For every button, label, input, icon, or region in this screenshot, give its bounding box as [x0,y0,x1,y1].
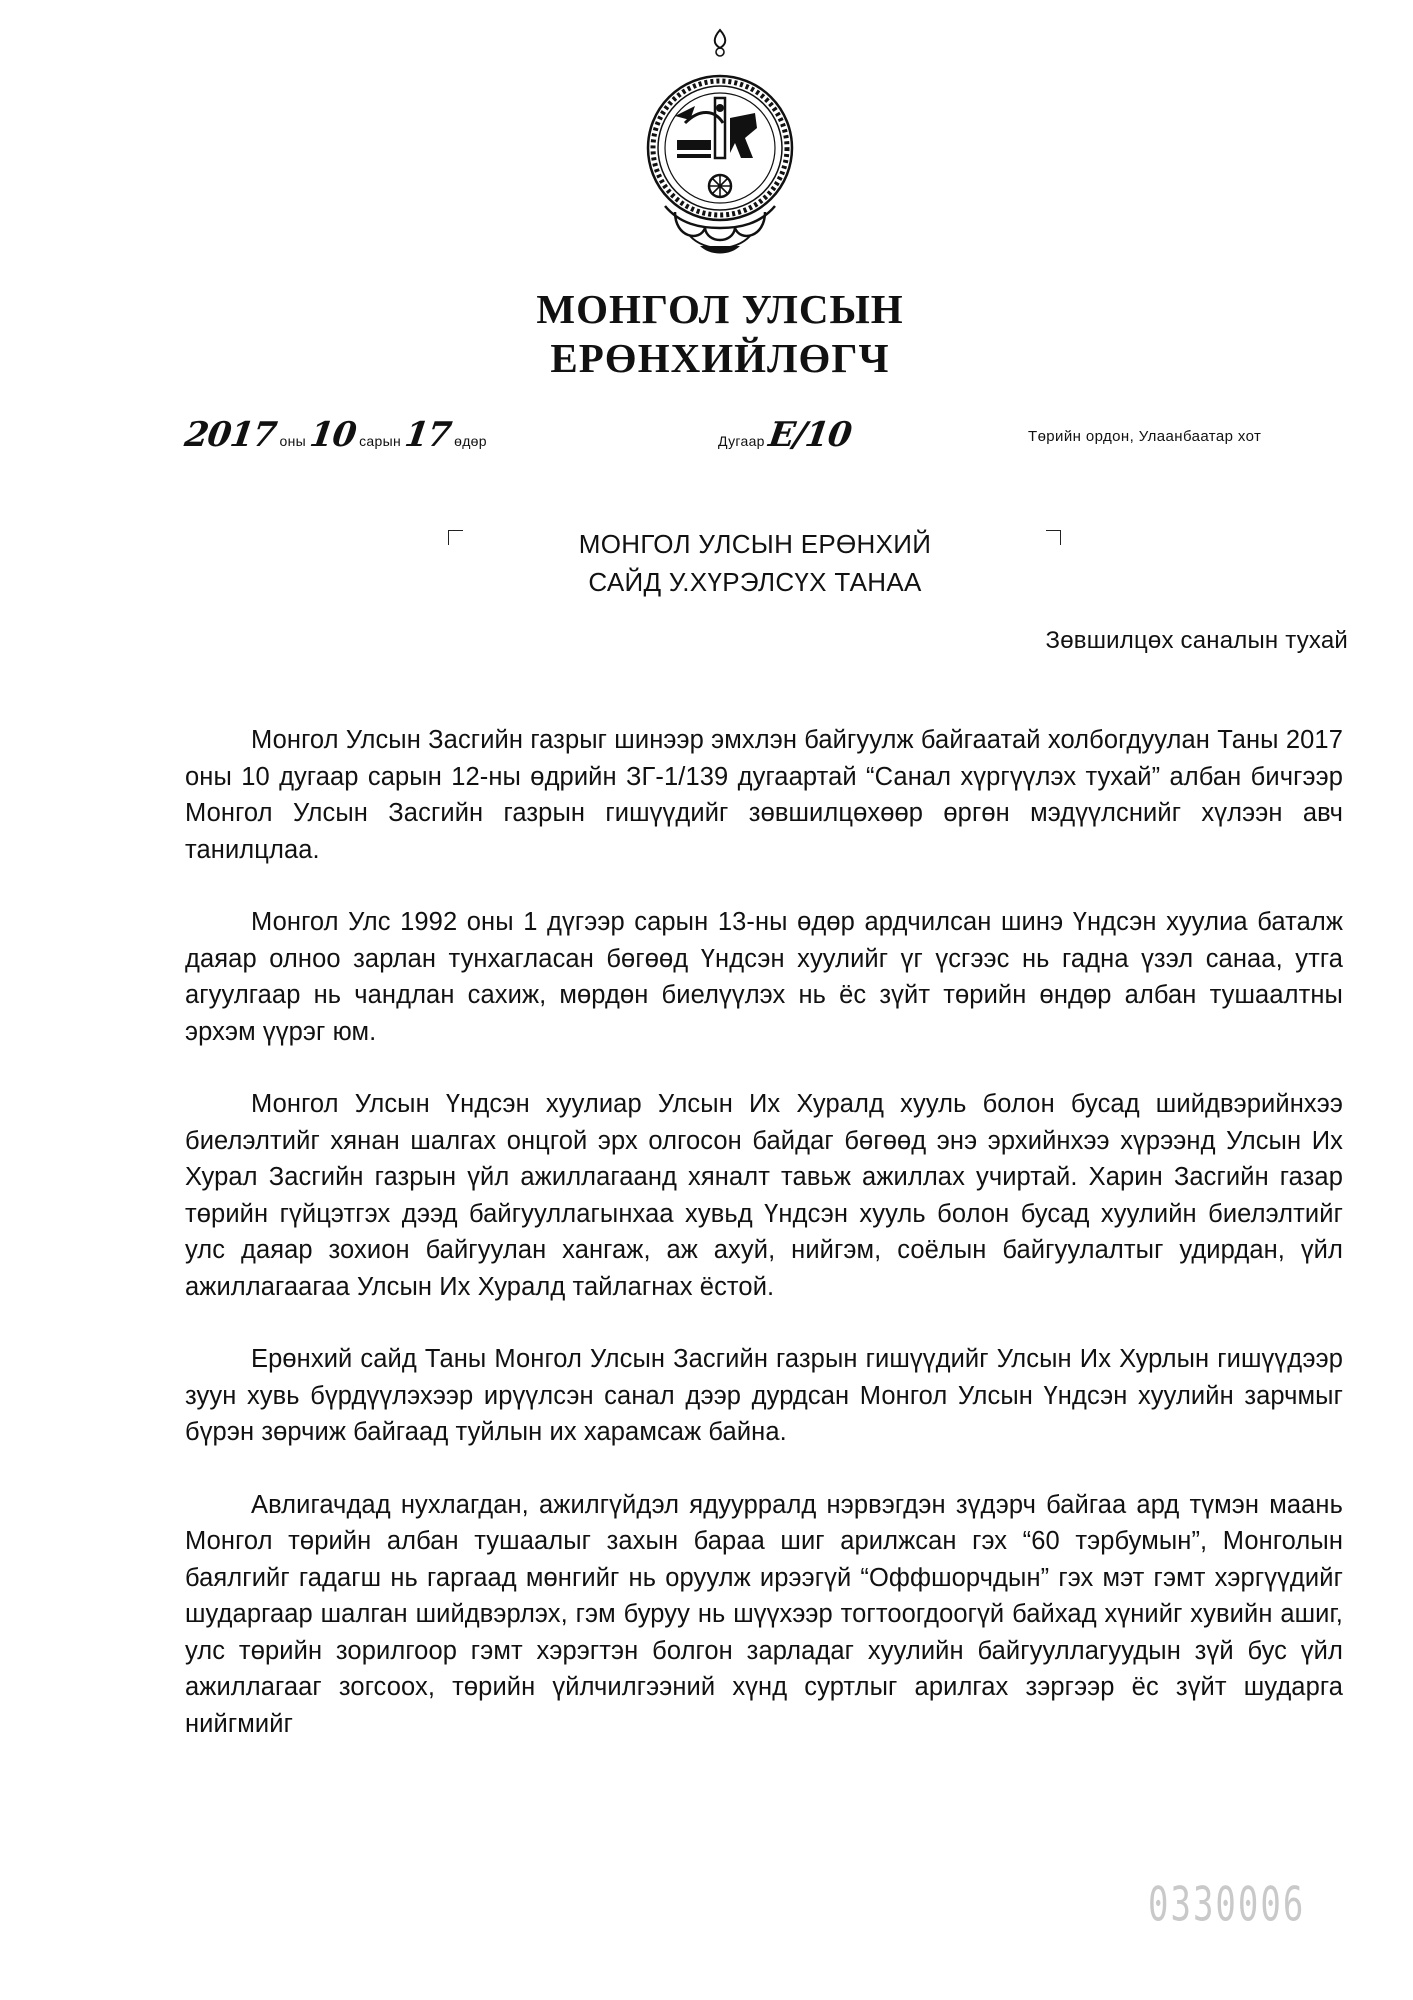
date-month-label: сарын [359,433,401,449]
body-paragraph: Монгол Улсын Үндсэн хуулиар Улсын Их Хуралд хууль болон бусад шийдвэрийнхээ биелэлтийг хянан шалгах онцгой эрх олгосон байдаг бөгөөд энэ эрхийнхээ хүрээнд Улсын Их Хурал Засгийн газрын үйл ажиллагаанд хяналт тавьж ажиллах учиртай. Харин Засгийн газар төрийн гүйцэтгэх дээд байгууллагынхаа хувьд Үндсэн хууль болон бусад хуулийн биелэлтийг улс даяар зохион байгуулан хангаж, аж ахуй, нийгэм, соёлын байгуулалтыг удирдан, үйл ажиллагаагаа Улсын Их Хуралд тайлагнах ёстой. [185,1090,1343,1301]
issuer-title-line1: МОНГОЛ УЛСЫН [536,286,904,332]
addressee-line2: САЙД У.ХҮРЭЛСҮХ ТАНАА [588,567,922,597]
document-number-field [718,415,854,465]
addressee [460,525,1050,601]
date-year: 2017 [182,415,279,455]
letter-subject: Зөвшилцөх саналын тухай [1045,627,1348,654]
state-emblem-icon [645,28,795,278]
letter-body [185,722,1343,1778]
body-paragraph: Авлигачдад нухлагдан, ажилгүйдэл ядуурралд нэрвэгдэн зүдэрч байгаа ард түмэн маань Монгол төрийн албан тушаалыг захын бараа шиг арилжсан гэх “60 тэрбумын”, Монголын баялгийг гадагш нь гаргаад мөнгийг нь оруулж ирээгүй “Оффшорчдын” гэх мэт гэмт хэргүүдийг шударгаар шалган шийдвэрлэх, гэм буруу нь шүүхээр тогтоогдоогүй байхад хүнийг хувийн ашиг, улс төрийн зорилгоор гэмт хэрэгтэн болгон зарладаг хуулийн байгууллагуудын зүй бус үйл ажиллагааг зогсоох, төрийн үйлчилгээний хүнд суртлыг арилгах зэргээр ёс зүйт шударга нийгмийг [185,1490,1343,1738]
date-day: 17 [402,415,454,455]
date-day-label: өдөр [454,433,487,449]
date-month: 10 [307,415,359,455]
date-field [182,415,487,465]
document-number-label: Дугаар [718,433,765,449]
document-number: Е/10 [765,415,854,455]
body-paragraph: Ерөнхий сайд Таны Монгол Улсын Засгийн газрын гишүүдийг Улсын Их Хурлын гишүүдээр зуун хувь бүрдүүлэхээр ирүүлсэн санал дээр дурдсан Монгол Улсын Үндсэн хуулийн зарчмыг бүрэн зөрчиж байгаад туйлын их харамсаж байна. [185,1345,1343,1446]
issuer-title-line2: ЕРӨНХИЙЛӨГЧ [550,335,890,381]
issuer-title [500,285,940,383]
issue-place: Төрийн ордон, Улаанбаатар хот [1028,428,1262,445]
addressee-line1: МОНГОЛ УЛСЫН ЕРӨНХИЙ [578,529,932,559]
date-year-label: оны [279,433,307,449]
serial-stamp: 0330006 [1148,1877,1306,1933]
body-paragraph: Монгол Улс 1992 оны 1 дүгээр сарын 13-ны өдөр ардчилсан шинэ Үндсэн хуулиа баталж даяар олноо зарлан тунхагласан бөгөөд Үндсэн хуулийг үг үсгээс нь гадна үзэл санаа, утга агуулгаар нь чандлан сахиж, мөрдөн биелүүлэх нь ёс зүйт төрийн өндөр албан тушаалтны эрхэм үүрэг юм. [185,908,1343,1046]
body-paragraph: Монгол Улсын Засгийн газрыг шинээр эмхлэн байгуулж байгаатай холбогдуулан Таны 2017 оны 10 дугаар сарын 12-ны өдрийн ЗГ-1/139 дугаартай “Санал хүргүүлэх тухай” албан бичгээр Монгол Улсын Засгийн газрын гишүүдийг зөвшилцөхөөр өргөн мэдүүлснийг хүлээн авч танилцлаа. [185,726,1343,864]
